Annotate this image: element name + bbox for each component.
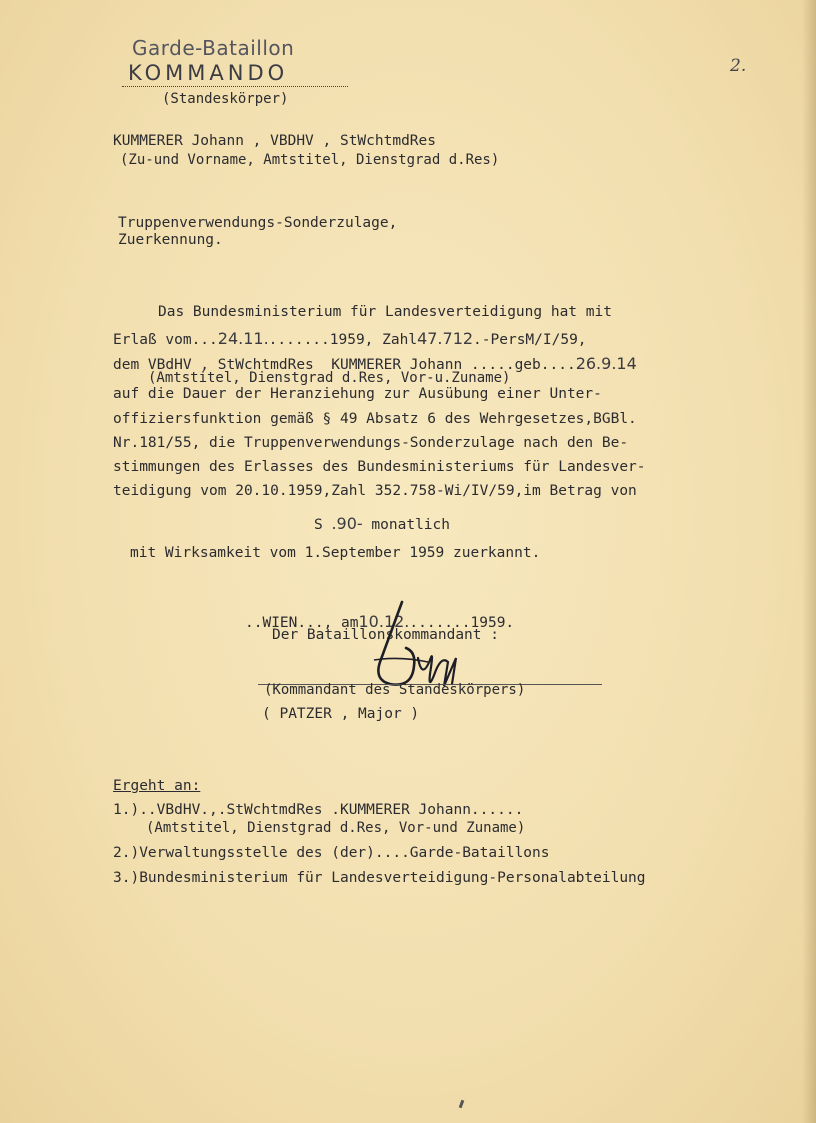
birth-date: 26.9.14 [575, 354, 637, 373]
page-number: 2. [730, 56, 747, 76]
decree-date: 24.11. [217, 329, 269, 348]
body-line-8: teidigung vom 20.10.1959,Zahl 352.758-Wi/IV/59,im Betrag von [113, 483, 637, 499]
amount-period: monatlich [371, 517, 450, 533]
paper-edge-shadow [802, 0, 816, 1123]
distribution-item-3: 3.)Bundesministerium für Landesverteidigung-Personalabteilung [113, 870, 646, 886]
place-suffix: .......1959. [409, 615, 515, 631]
decree-suffix: .-PersM/I/59, [473, 332, 587, 348]
decree-number: 47.712 [417, 329, 474, 348]
effective-line: mit Wirksamkeit vom 1.September 1959 zuerkannt. [130, 545, 541, 561]
issue-date: 10.12. [358, 612, 410, 631]
body-line-4: auf die Dauer der Heranziehung zur Ausübung einer Unter- [113, 386, 602, 402]
amount-line [314, 514, 450, 533]
subject-line-2: Zuerkennung. [118, 232, 223, 248]
staple-mark [459, 1100, 465, 1109]
decree-prefix: Erlaß vom... [113, 332, 218, 348]
body-line-5: offiziersfunktion gemäß § 49 Absatz 6 des Wehrgesetzes,BGBl. [113, 411, 637, 427]
signatory-name: ( PATZER , Major ) [262, 706, 420, 722]
distribution-item-2: 2.)Verwaltungsstelle des (der)....Garde-Bataillons [113, 845, 550, 861]
body-line-1: Das Bundesministerium für Landesverteidigung hat mit [158, 304, 612, 320]
signature-caption: (Kommandant des Standeskörpers) [264, 682, 526, 698]
stamp-caption: (Standeskörper) [162, 91, 289, 107]
amount-value: .90- [331, 514, 363, 533]
currency-symbol: S [314, 517, 323, 533]
recipient-caption: (Zu-und Vorname, Amtstitel, Dienstgrad d.Res) [120, 152, 500, 168]
decree-mid: .......1959, Zahl [268, 332, 418, 348]
person-line: dem VBdHV , StWchtmdRes KUMMERER Johann .....geb.... [113, 357, 576, 373]
distribution-item-1-caption: (Amtstitel, Dienstgrad d.Res, Vor-und Zuname) [146, 820, 526, 836]
body-line-2 [113, 329, 587, 348]
place-prefix: ..WIEN..., am [245, 615, 359, 631]
body-line-6: Nr.181/55, die Truppenverwendungs-Sonderzulage nach den Be- [113, 435, 629, 451]
person-caption: (Amtstitel, Dienstgrad d.Res, Vor-u.Zuname) [148, 370, 511, 386]
recipient-line: KUMMERER Johann , VBDHV , StWchtmdRes [113, 133, 437, 149]
signatory-title: Der Bataillonskommandant : [272, 627, 499, 643]
distribution-item-1: 1.)..VBdHV.,.StWchtmdRes .KUMMERER Johann...... [113, 802, 524, 818]
stamp-unit-name: Garde-Bataillon [132, 36, 295, 60]
body-line-7: stimmungen des Erlasses des Bundesministeriums für Landesver- [113, 459, 646, 475]
subject-line-1: Truppenverwendungs-Sonderzulage, [118, 215, 398, 231]
distribution-heading: Ergeht an: [113, 778, 201, 794]
stamp-dotted-line [122, 86, 348, 87]
stamp-kommando: KOMMANDO [128, 61, 289, 85]
